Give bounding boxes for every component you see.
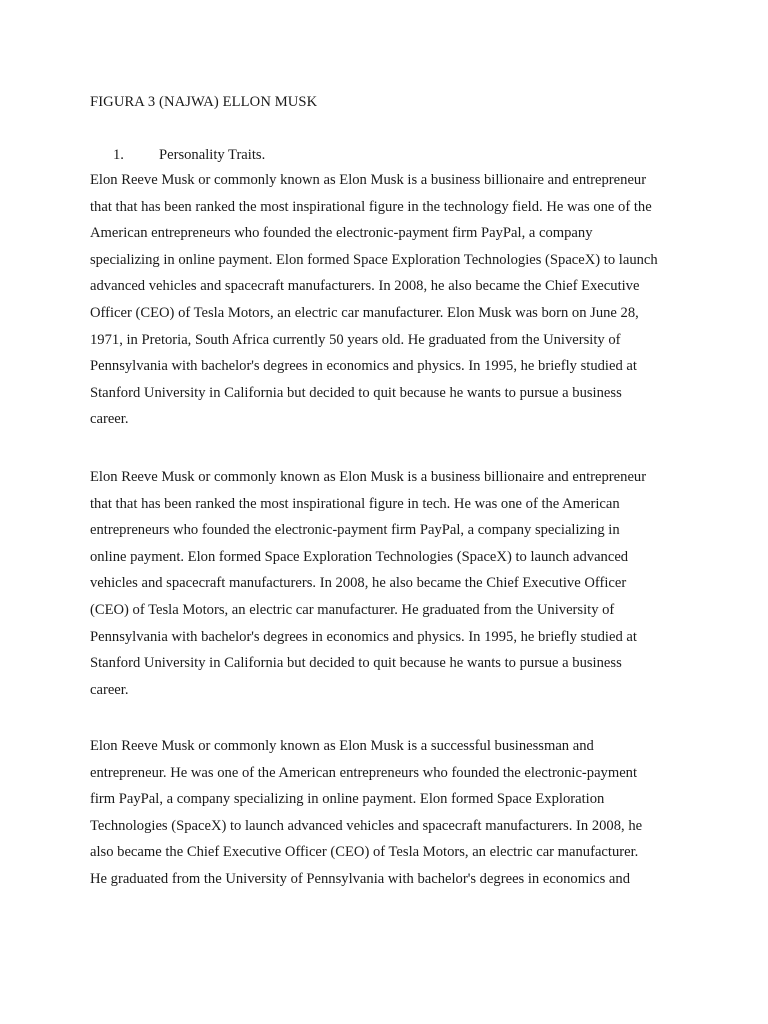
document-title: FIGURA 3 (NAJWA) ELLON MUSK [90,94,318,110]
paragraph-line: online payment. Elon formed Space Exploration Technologies (SpaceX) to launch advanced [90,548,629,565]
paragraph-line: entrepreneur. He was one of the American entrepreneurs who founded the electronic-payment [90,764,638,781]
paragraph-line: that that has been ranked the most inspirational figure in tech. He was one of the American [90,495,620,512]
paragraph-line: Pennsylvania with bachelor's degrees in economics and physics. In 1995, he briefly studied at [90,628,637,645]
paragraph-line: American entrepreneurs who founded the electronic-payment firm PayPal, a company [90,225,593,242]
paragraph-line: Technologies (SpaceX) to launch advanced vehicles and spacecraft manufacturers. In 2008, he [90,817,643,834]
paragraph-3 [90,733,690,893]
paragraph-line: 1971, in Pretoria, South Africa currently 50 years old. He graduated from the University of [90,331,621,348]
paragraph-line: Pennsylvania with bachelor's degrees in economics and physics. In 1995, he briefly studied at [90,358,637,375]
paragraph-line: career. [90,411,129,428]
section-heading-text: Personality Traits. [159,147,266,163]
paragraph-line: Elon Reeve Musk or commonly known as Elon Musk is a successful businessman and [90,738,594,754]
paragraph-2 [90,464,690,703]
section-number: 1. [113,147,124,163]
paragraph-line: also became the Chief Executive Officer (CEO) of Tesla Motors, an electric car manufacturer. [90,844,639,861]
paragraph-line: Officer (CEO) of Tesla Motors, an electric car manufacturer. Elon Musk was born on June 28, [90,304,639,321]
paragraph-line: (CEO) of Tesla Motors, an electric car manufacturer. He graduated from the University of [90,601,615,618]
paragraph-line: vehicles and spacecraft manufacturers. In 2008, he also became the Chief Executive Officer [90,575,627,592]
paragraph-line: firm PayPal, a company specializing in online payment. Elon formed Space Exploration [90,791,605,808]
paragraph-line: Stanford University in California but decided to quit because he wants to pursue a business [90,384,622,401]
paragraph-line: He graduated from the University of Pennsylvania with bachelor's degrees in economics and [90,870,631,887]
paragraph-line: Stanford University in California but decided to quit because he wants to pursue a business [90,655,622,672]
paragraph-line: entrepreneurs who founded the electronic-payment firm PayPal, a company specializing in [90,522,620,539]
paragraph-line: advanced vehicles and spacecraft manufacturers. In 2008, he also became the Chief Executive [90,278,640,295]
paragraph-1 [90,167,690,433]
paragraph-line: Elon Reeve Musk or commonly known as Elon Musk is a business billionaire and entrepreneur [90,172,647,188]
paragraph-line: specializing in online payment. Elon formed Space Exploration Technologies (SpaceX) to launch [90,251,658,268]
paragraph-line: Elon Reeve Musk or commonly known as Elon Musk is a business billionaire and entrepreneur [90,469,647,485]
paragraph-line: career. [90,681,129,698]
section-heading [113,147,265,164]
paragraph-line: that that has been ranked the most inspirational figure in the technology field. He was one of the [90,198,652,215]
